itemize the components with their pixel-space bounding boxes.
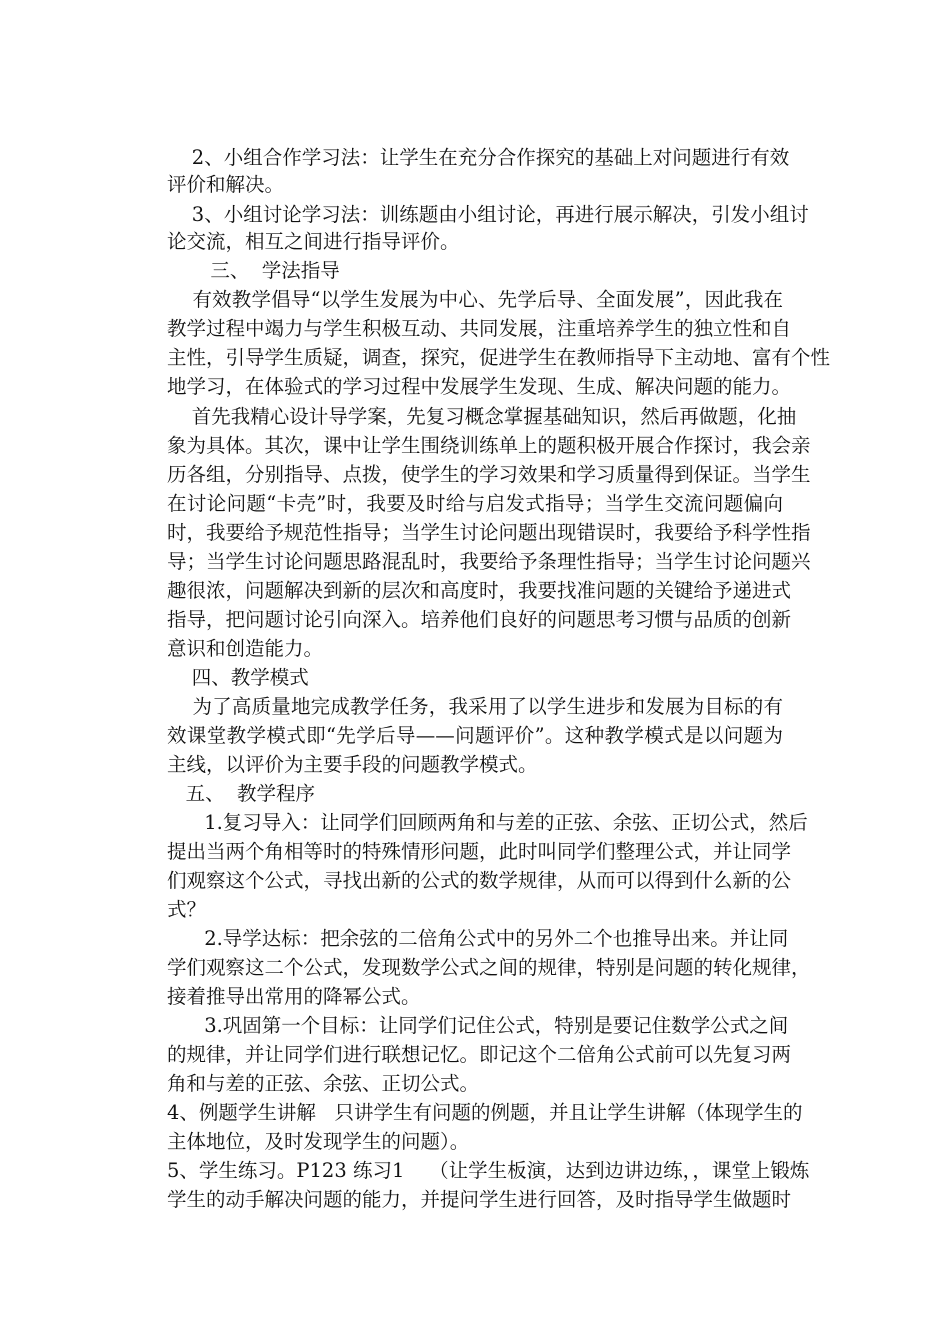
text-line: 教学过程中竭力与学生积极互动、共同发展，注重培养学生的独立性和自 — [167, 317, 792, 340]
text-line: 地学习，在体验式的学习过程中发展学生发现、生成、解决问题的能力。 — [167, 375, 792, 398]
text-line: 效课堂教学模式即“先学后导——问题评价”。这种教学模式是以问题为 — [167, 724, 783, 747]
text-line: 2.导学达标：把余弦的二倍角公式中的另外二个也推导出来。并让同 — [167, 927, 789, 950]
text-line: 2、小组合作学习法：让学生在充分合作探究的基础上对问题进行有效 — [167, 146, 790, 169]
text-line: 首先我精心设计导学案，先复习概念掌握基础知识，然后再做题，化抽 — [167, 405, 797, 428]
text-line: 们观察这个公式，寻找出新的公式的数学规律，从而可以得到什么新的公 — [167, 869, 792, 892]
section-heading: 三、 学法指导 — [167, 259, 340, 282]
text-line: 评价和解决。 — [167, 173, 285, 196]
text-line: 式？ — [167, 898, 207, 921]
section-heading: 四、教学模式 — [167, 666, 309, 689]
text-line: 时，我要给予规范性指导；当学生讨论问题出现错误时，我要给予科学性指 — [167, 521, 811, 544]
text-line: 论交流，相互之间进行指导评价。 — [167, 230, 460, 253]
text-line: 指导，把问题讨论引向深入。培养他们良好的问题思考习惯与品质的创新 — [167, 608, 792, 631]
text-line: 历各组，分别指导、点拨，使学生的学习效果和学习质量得到保证。当学生 — [167, 463, 811, 486]
text-line: 趣很浓，问题解决到新的层次和高度时，我要找准问题的关键给予递进式 — [167, 579, 792, 602]
text-line: 主体地位，及时发现学生的问题）。 — [167, 1130, 470, 1153]
text-line: 主性，引导学生质疑，调查，探究，促进学生在教师指导下主动地、富有个性 — [167, 346, 831, 369]
text-line: 3.巩固第一个目标：让同学们记住公式，特别是要记住数学公式之间 — [167, 1014, 789, 1037]
text-line: 角和与差的正弦、余弦、正切公式。 — [167, 1072, 480, 1095]
section-heading: 五、 教学程序 — [167, 782, 315, 805]
text-line: 导；当学生讨论问题思路混乱时，我要给予条理性指导；当学生讨论问题兴 — [167, 550, 811, 573]
text-line: 接着推导出常用的降幂公式。 — [167, 985, 421, 1008]
text-line: 提出当两个角相等时的特殊情形问题，此时叫同学们整理公式，并让同学 — [167, 840, 792, 863]
text-line: 有效教学倡导“以学生发展为中心、先学后导、全面发展”，因此我在 — [167, 288, 783, 311]
text-line: 4、例题学生讲解 只讲学生有问题的例题，并且让学生讲解（体现学生的 — [167, 1101, 803, 1124]
text-line: 主线，以评价为主要手段的问题教学模式。 — [167, 753, 538, 776]
text-line: 象为具体。其次，课中让学生围绕训练单上的题积极开展合作探讨，我会亲 — [167, 434, 811, 457]
text-line: 5、学生练习。P123 练习1 （让学生板演，达到边讲边练，，课堂上锻炼 — [167, 1159, 810, 1182]
text-line: 学生的动手解决问题的能力，并提问学生进行回答，及时指导学生做题时 — [167, 1188, 792, 1211]
text-line: 3、小组讨论学习法：训练题由小组讨论，再进行展示解决，引发小组讨 — [167, 203, 809, 226]
text-line: 在讨论问题“卡壳”时，我要及时给与启发式指导；当学生交流问题偏向 — [167, 492, 783, 515]
text-line: 为了高质量地完成教学任务，我采用了以学生进步和发展为目标的有 — [167, 695, 783, 718]
text-line: 学们观察这二个公式，发现数学公式之间的规律，特别是问题的转化规律， — [167, 956, 811, 979]
text-line: 1.复习导入：让同学们回顾两角和与差的正弦、余弦、正切公式，然后 — [167, 811, 808, 834]
text-line: 的规律，并让同学们进行联想记忆。即记这个二倍角公式前可以先复习两 — [167, 1043, 792, 1066]
text-line: 意识和创造能力。 — [167, 637, 324, 660]
